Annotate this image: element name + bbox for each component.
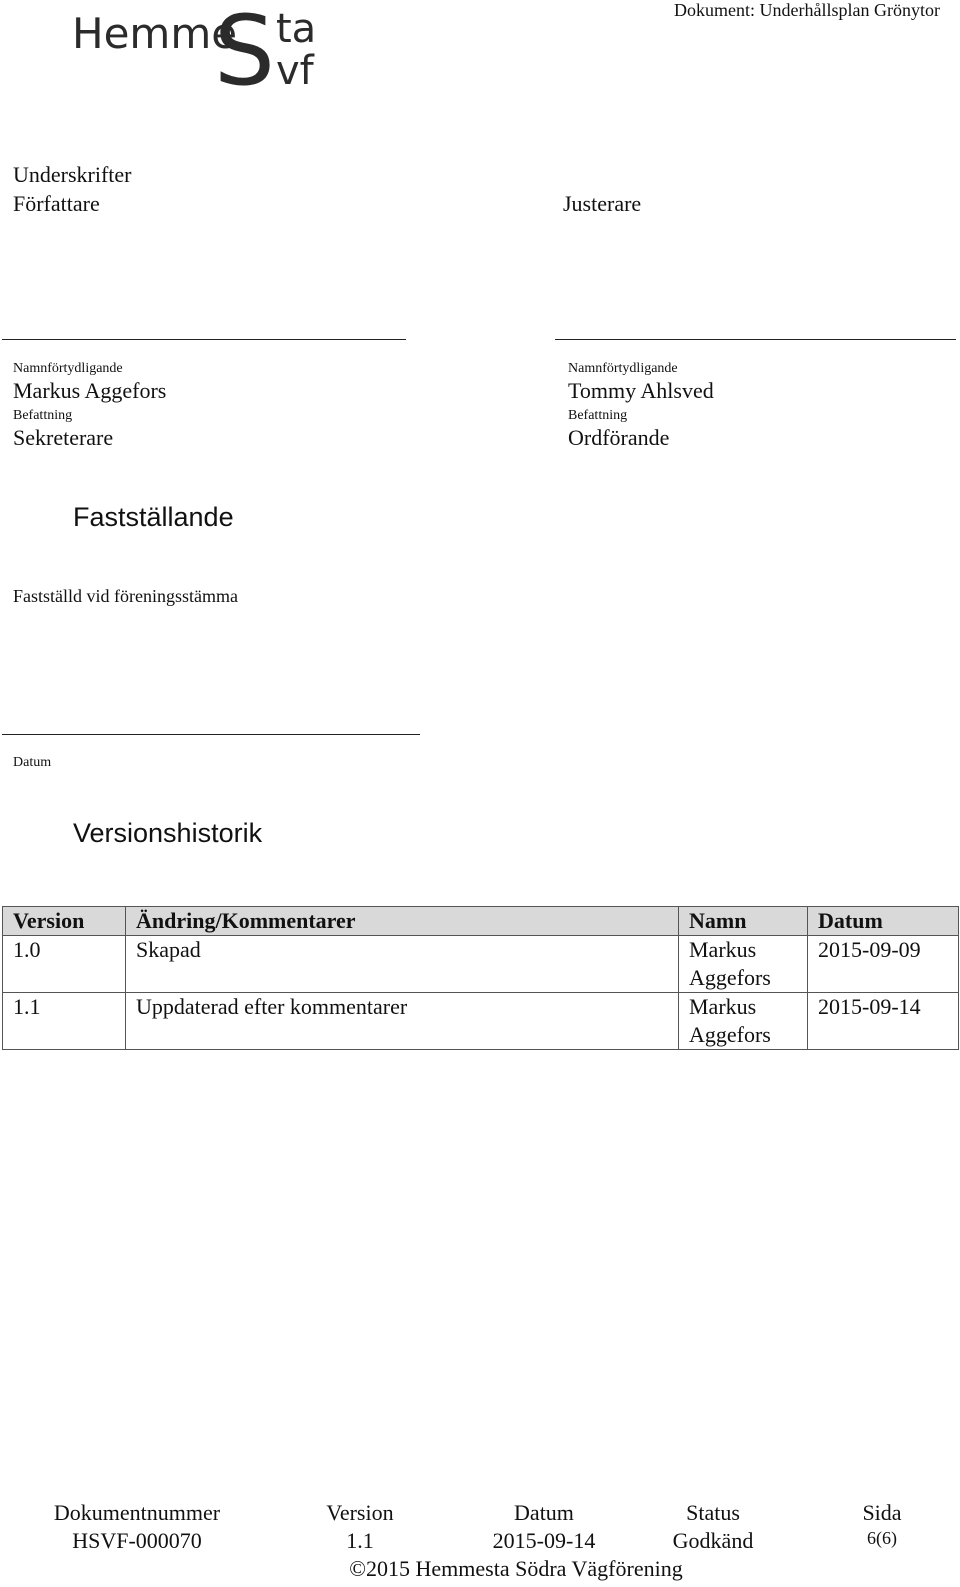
column-header-name: Namn xyxy=(679,907,808,936)
svg-text:vf: vf xyxy=(276,48,314,94)
cell-version: 1.1 xyxy=(3,993,126,1050)
reviewer-signature-line xyxy=(555,339,956,340)
cell-name: Markus Aggefors xyxy=(679,936,808,993)
cell-comment: Uppdaterad efter kommentarer xyxy=(126,993,679,1050)
author-name: Markus Aggefors xyxy=(13,378,167,403)
footer-doc-number: HSVF-000070 xyxy=(72,1528,202,1553)
author-position-label: Befattning xyxy=(13,408,73,423)
company-logo xyxy=(72,4,332,94)
reviewer-name: Tommy Ahlsved xyxy=(568,378,714,403)
version-history-heading: Versionshistorik xyxy=(73,818,263,848)
approval-text: Fastställd vid föreningsstämma xyxy=(13,586,238,606)
svg-text:S: S xyxy=(214,4,275,94)
document-title: Dokument: Underhållsplan Grönytor xyxy=(674,0,940,20)
cell-name: Markus Aggefors xyxy=(679,993,808,1050)
author-name-label: Namnförtydligande xyxy=(13,361,123,376)
approval-date-line xyxy=(2,734,420,735)
footer-version: 1.1 xyxy=(346,1528,374,1553)
signatures-title: Underskrifter xyxy=(13,162,132,187)
column-header-date: Datum xyxy=(808,907,959,936)
footer-status-label: Status xyxy=(686,1500,740,1525)
footer-status: Godkänd xyxy=(672,1528,754,1553)
table-row xyxy=(3,936,959,993)
reviewer-position-label: Befattning xyxy=(568,408,628,423)
footer-page: 6(6) xyxy=(867,1528,897,1548)
cell-date: 2015-09-14 xyxy=(808,993,959,1050)
reviewer-position: Ordförande xyxy=(568,425,670,450)
svg-text:Hemme: Hemme xyxy=(72,9,238,58)
author-position: Sekreterare xyxy=(13,425,114,450)
version-history-table xyxy=(2,906,959,1050)
footer-copyright: ©2015 Hemmesta Södra Vägförening xyxy=(349,1556,683,1581)
author-signature-line xyxy=(2,339,406,340)
table-row xyxy=(3,993,959,1050)
reviewer-name-label: Namnförtydligande xyxy=(568,361,678,376)
author-role-label: Författare xyxy=(13,191,100,216)
table-header-row xyxy=(3,907,959,936)
logo-graphic xyxy=(72,4,332,94)
reviewer-role-label: Justerare xyxy=(563,191,642,216)
footer-version-label: Version xyxy=(326,1500,394,1525)
footer-doc-number-label: Dokumentnummer xyxy=(53,1500,221,1525)
footer-date: 2015-09-14 xyxy=(492,1528,596,1553)
cell-date: 2015-09-09 xyxy=(808,936,959,993)
cell-comment: Skapad xyxy=(126,936,679,993)
footer-page-label: Sida xyxy=(862,1500,902,1525)
cell-version: 1.0 xyxy=(3,936,126,993)
approval-heading: Fastställande xyxy=(73,502,234,532)
footer-date-label: Datum xyxy=(514,1500,574,1525)
column-header-comment: Ändring/Kommentarer xyxy=(126,907,679,936)
approval-date-label: Datum xyxy=(13,755,52,770)
column-header-version: Version xyxy=(3,907,126,936)
svg-text:ta: ta xyxy=(276,6,317,52)
